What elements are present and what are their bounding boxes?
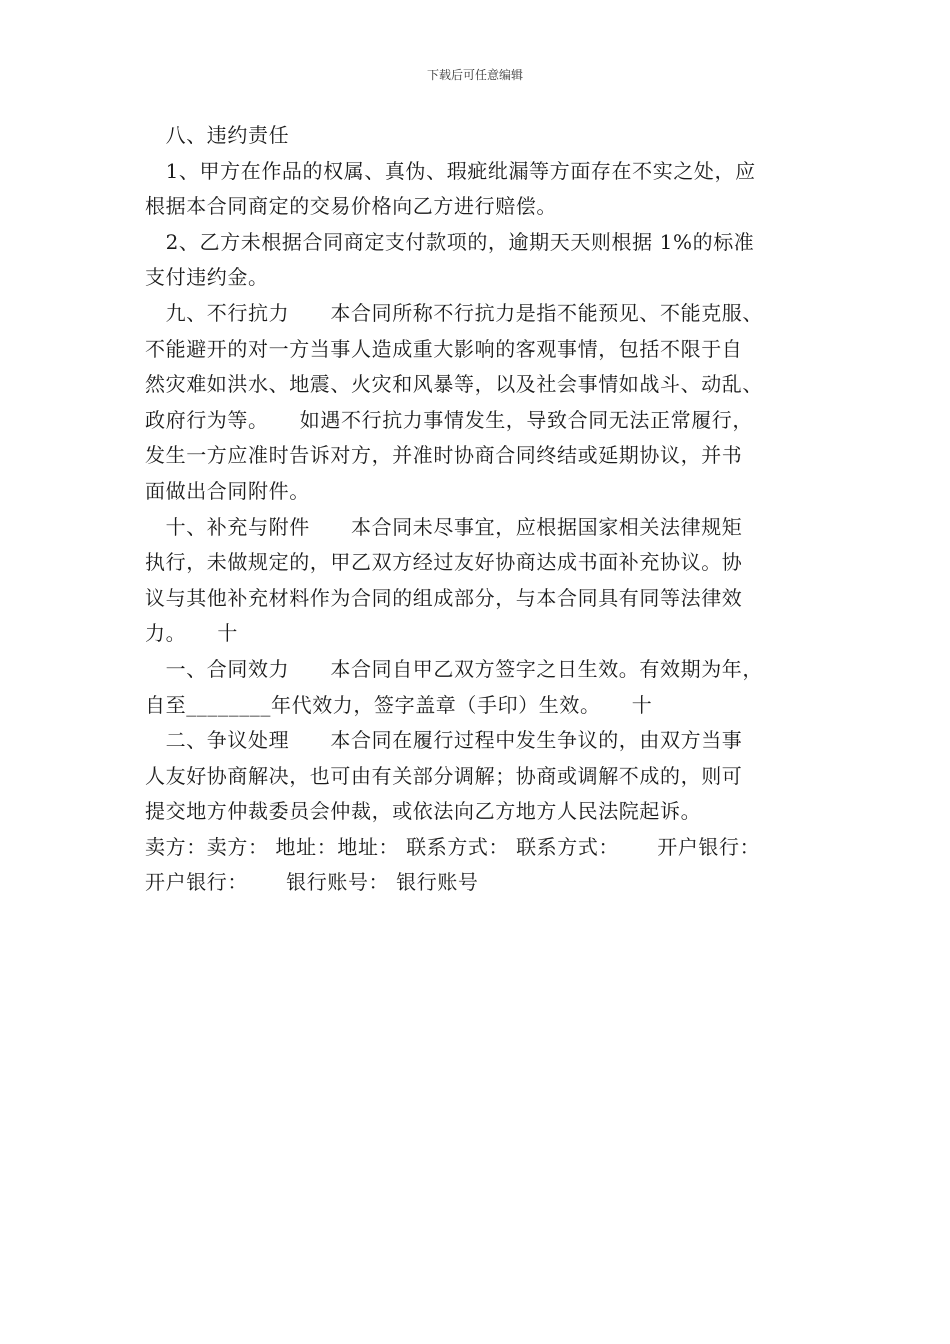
paragraph-line: 面做出合同附件。 [145,478,310,503]
paragraph-line: 2、乙方未根据合同商定支付款项的，逾期天天则根据 1%的标准 [145,229,755,254]
contract-body [145,118,825,901]
paragraph-line: 支付违约金。 [145,265,269,290]
paragraph-line: 1、甲方在作品的权属、真伪、瑕疵纰漏等方面存在不实之处，应 [145,158,756,183]
paragraph-line: 然灾难如洪水、地震、火灾和风暴等，以及社会事情如战斗、动乱、 [145,372,763,397]
paragraph-line: 力。 十 [145,621,238,646]
paragraph-line: 议与其他补充材料作为合同的组成部分，与本合同具有同等法律效 [145,585,743,610]
paragraph-line: 政府行为等。 如遇不行抗力事情发生，导致合同无法正常履行， [145,407,753,432]
section-heading-force-majeure: 九、不行抗力 本合同所称不行抗力是指不能预见、不能克服、 [145,300,763,325]
paragraph-line: 自至________年代效力，签字盖章（手印）生效。 十 [145,692,653,717]
section-heading-breach: 八、违约责任 [145,123,290,147]
section-heading-dispute: 二、争议处理 本合同在履行过程中发生争议的，由双方当事 [145,728,743,753]
paragraph-line: 不能避开的对一方当事人造成重大影响的客观事情，包括不限于自 [145,336,743,361]
bank-fields-line: 开户银行： 银行账号： 银行账号 [145,870,479,895]
signature-fields-line: 卖方：卖方： 地址：地址： 联系方式： 联系方式： 开户银行： [145,834,761,859]
paragraph-line: 发生一方应准时告诉对方，并准时协商合同终结或延期协议，并书 [145,443,743,468]
paragraph-line: 执行，未做规定的，甲乙双方经过友好协商达成书面补充协议。协 [145,550,743,575]
paragraph-line: 提交地方仲裁委员会仲裁，或依法向乙方地方人民法院起诉。 [145,799,702,824]
section-heading-supplement: 十、补充与附件 本合同未尽事宜，应根据国家相关法律规矩 [145,514,743,539]
section-heading-validity: 一、合同效力 本合同自甲乙双方签字之日生效。有效期为年， [145,656,763,681]
paragraph-line: 根据本合同商定的交易价格向乙方进行赔偿。 [145,194,557,219]
paragraph-line: 人友好协商解决，也可由有关部分调解；协商或调解不成的，则可 [145,763,743,788]
page-header-note: 下载后可任意编辑 [426,68,523,82]
